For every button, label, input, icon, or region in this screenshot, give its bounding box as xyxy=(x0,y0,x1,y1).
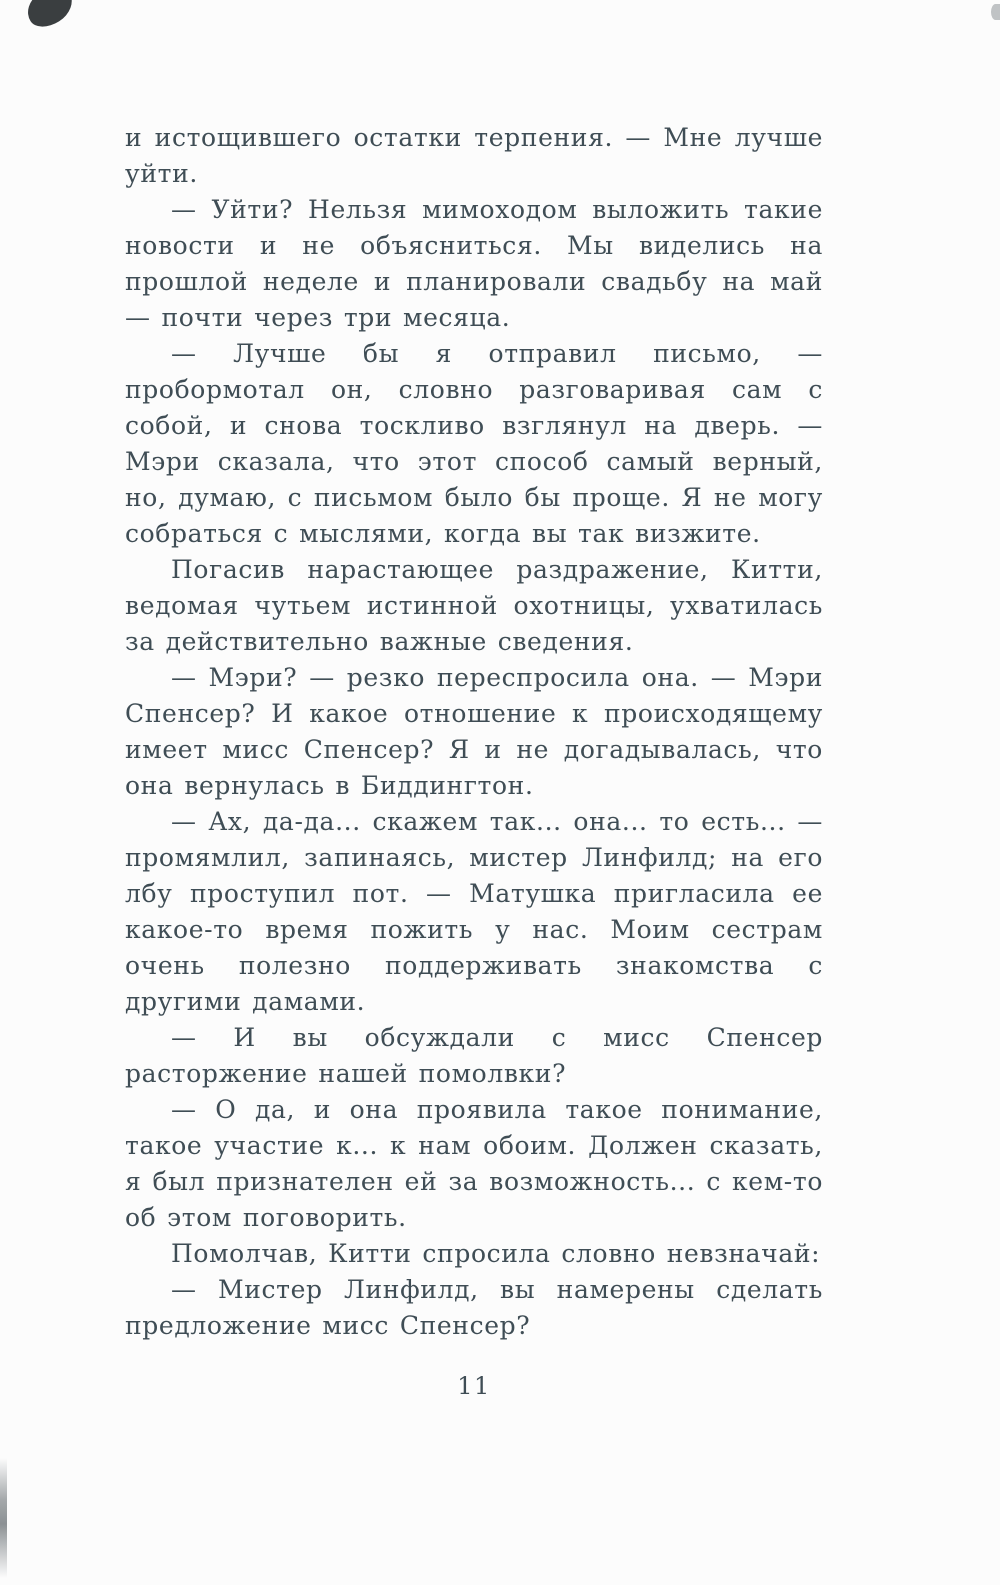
paragraph: и истощившего остатки терпения. — Мне лучше уйти. xyxy=(125,123,823,188)
paragraph: — Мистер Линфилд, вы намерены сделать предложение мисс Спенсер? xyxy=(125,1275,823,1340)
paragraph: Погасив нарастающее раздражение, Китти, ведомая чутьем истинной охотницы, ухватилась за действительно важные сведения. xyxy=(125,555,823,656)
page-text-block xyxy=(125,120,823,1344)
scan-artifact-left-streak xyxy=(0,1458,7,1578)
scan-artifact-top-right xyxy=(991,4,1000,20)
page-number: 11 xyxy=(457,1372,491,1400)
paragraph: — Ах, да-да... скажем так... она... то есть... — промямлил, запинаясь, мистер Линфилд; на его лбу проступил пот. — Матушка пригласила ее какое-то время пожить у нас. Моим сестрам очень полезно поддерживать знакомства с другими дамами. xyxy=(125,807,823,1016)
scan-artifact-top-left xyxy=(21,0,80,34)
paragraph: Помолчав, Китти спросила словно невзначай: xyxy=(171,1239,821,1268)
paragraph: — И вы обсуждали с мисс Спенсер расторжение нашей помолвки? xyxy=(125,1023,823,1088)
paragraph: — О да, и она проявила такое понимание, такое участие к... к нам обоим. Должен сказать, я был признателен ей за возможность... с кем-то об этом поговорить. xyxy=(125,1095,823,1232)
paragraph: — Лучше бы я отправил письмо, — пробормотал он, словно разговаривая сам с собой, и снова тоскливо взглянул на дверь. — Мэри сказала, что этот способ самый верный, но, думаю, с письмом было бы проще. Я не могу собраться с мыслями, когда вы так визжите. xyxy=(125,339,823,548)
paragraph: — Уйти? Нельзя мимоходом выложить такие новости и не объясниться. Мы виделись на прошлой неделе и планировали свадьбу на май — почти через три месяца. xyxy=(125,195,823,332)
paragraph: — Мэри? — резко переспросила она. — Мэри Спенсер? И какое отношение к происходящему имеет мисс Спенсер? Я и не догадывалась, что она вернулась в Биддингтон. xyxy=(125,663,823,800)
